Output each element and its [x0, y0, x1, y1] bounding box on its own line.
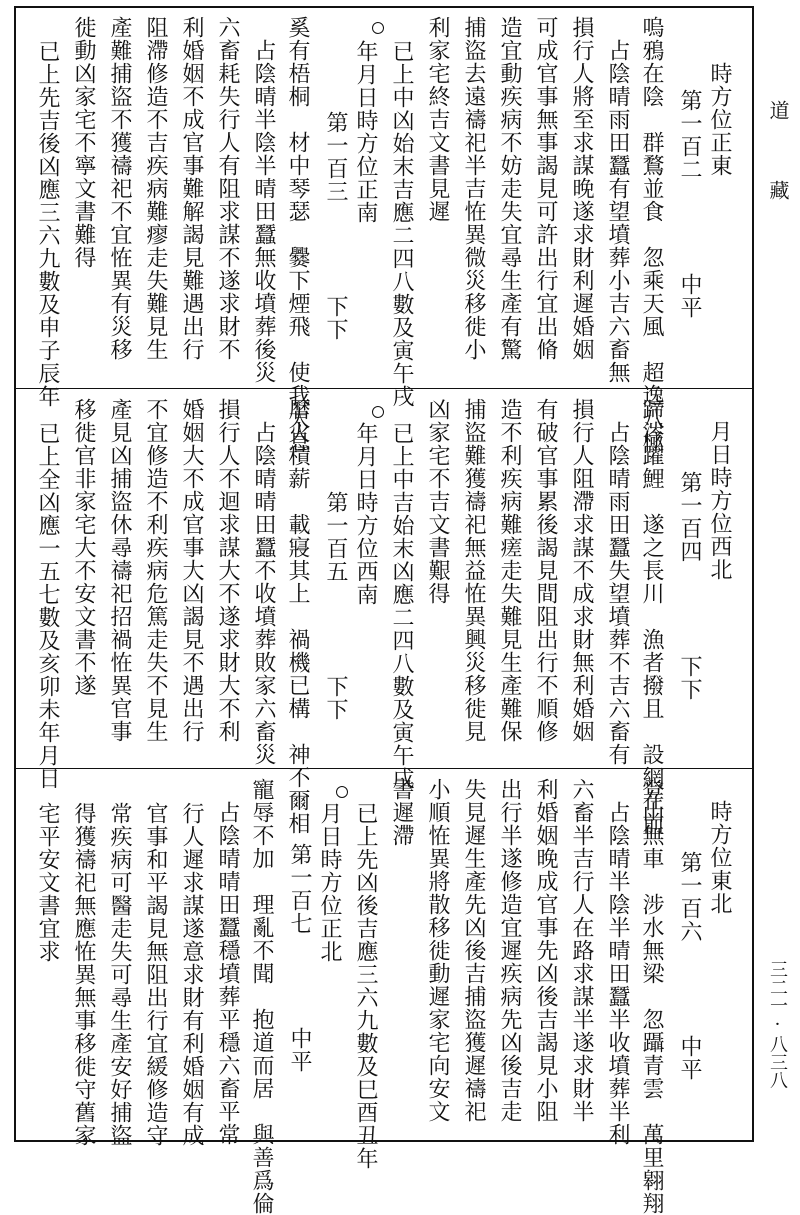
text-column: 占陰晴晴田蠶穩墳葬平穩六畜平常: [215, 778, 240, 1146]
text-column: 書遲滯: [389, 778, 414, 847]
text-column: 月日時方位正北: [317, 802, 342, 963]
text-column: 占陰晴半陰半晴田蠶無收墳葬後災: [251, 16, 276, 384]
text-column: 損行人不迴求謀大不遂求財大不利: [215, 398, 240, 743]
text-column: 占陰晴雨田蠶失望墳葬不吉六畜有: [605, 398, 630, 766]
section-3: [16, 770, 752, 1215]
text-column: 得獲禱祀無應恠異無事移徙守舊家: [71, 802, 96, 1147]
text-column: 徙動凶家宅不寧文書難得: [71, 16, 96, 269]
margin-title: 藏: [766, 180, 790, 200]
text-column: 已上中凶始末吉應二四八數及寅午戌: [389, 40, 414, 408]
section-marker-circle: [372, 22, 384, 34]
text-column: 行人遲求謀遂意求財有利婚姻有成: [179, 802, 204, 1147]
section-divider: [16, 768, 752, 769]
text-column: 損行人將至求謀晚遂求財利遲婚姻: [569, 16, 594, 361]
text-column: 月日時方位西北: [707, 420, 732, 581]
text-column: 六畜耗失行人有阻求謀不遂求財不: [215, 16, 240, 361]
text-column: 第一百三 下下: [323, 88, 348, 341]
text-column: 時方位正東: [707, 62, 732, 177]
text-column: 移徙官非家宅大不安文書不遂: [71, 398, 96, 697]
text-column: 常疾病可醫走失可尋生產安好捕盜: [107, 802, 132, 1147]
text-column: 蹄涔躍鯉 遂之長川 漁者撥且 設網在前: [639, 398, 664, 835]
text-column: 失見遲生產先凶後吉捕盜獲遲禱祀: [461, 778, 486, 1123]
text-column: 登山無車 涉水無梁 忽躡青雲 萬里翱翔: [639, 778, 664, 1215]
section-marker-circle: [336, 786, 348, 798]
text-column: 損行人阻滯求謀不成求財無利婚姻: [569, 398, 594, 743]
text-column: 已上先凶後吉應三六九數及巳酉丑年: [353, 802, 378, 1170]
text-column: 第一百二 中平: [677, 66, 702, 319]
text-column: 產見凶捕盜休尋禱祀招禍恠異官事: [107, 398, 132, 743]
text-column: 已上先吉後凶應三六九數及申子辰年: [35, 40, 60, 408]
text-column: 寵辱不加 理亂不聞 抱道而居 與善爲倫: [249, 778, 274, 1215]
text-column: 不宜修造不利疾病危篤走失不見生: [143, 398, 168, 743]
text-column: 占陰晴雨田蠶有望墳葬小吉六畜無: [605, 16, 630, 384]
section-divider: [16, 388, 752, 389]
text-column: 凶家宅不吉文書艱得: [425, 398, 450, 605]
text-column: 時方位東北: [707, 800, 732, 915]
section-marker-circle: [372, 406, 384, 418]
text-column: 阻滯修造不吉疾病難瘳走失難見生: [143, 16, 168, 361]
text-column: 小順恠異將散移徙動遲家宅向安文: [425, 778, 450, 1123]
text-column: 利家宅終吉文書見遲: [425, 16, 450, 223]
text-column: 第一百七 中平: [287, 820, 312, 1073]
section-1: [16, 8, 752, 453]
text-column: 已上全凶應一五七數及亥卯未年月日: [35, 422, 60, 790]
text-column: 造宜動疾病不妨走失宜尋生產有驚: [497, 16, 522, 361]
text-column: 年月日時方位正南: [353, 40, 378, 224]
text-column: 利婚姻不成官事難解謁見難遇出行: [179, 16, 204, 361]
text-column: 捕盜難獲禱祀無益恠異興災移徙見: [461, 398, 486, 743]
page-number: 三二一·八三八: [767, 960, 788, 1089]
text-column: 捕盜去遠禱祀半吉恠異微災移徙小: [461, 16, 486, 361]
text-column: 產難捕盜不獲禱祀不宜恠異有災移: [107, 16, 132, 361]
text-column: 六畜半吉行人在路求謀半遂求財半: [569, 778, 594, 1123]
text-column: 曆火積薪 載寢其上 禍機已構 神不爾相: [285, 398, 310, 835]
text-column: 利婚姻晚成官事先凶後吉謁見小阻: [533, 778, 558, 1123]
text-column: 官事和平謁見無阻出行宜緩修造守: [143, 802, 168, 1147]
text-column: 可成官事無事謁見可許出行宜出脩: [533, 16, 558, 361]
text-column: 已上中吉始末凶應二四八數及寅午戌: [389, 422, 414, 790]
text-column: 宅平安文書宜求: [35, 802, 60, 963]
text-column: 造不利疾病難瘥走失難見生產難保: [497, 398, 522, 743]
text-column: 第一百四 下下: [677, 448, 702, 701]
text-column: 奚有梧桐 材中琴瑟 爨下煙飛 使我太息: [285, 16, 310, 453]
text-column: 第一百六 中平: [677, 828, 702, 1081]
page-frame: [14, 6, 754, 1215]
text-column: 第一百五 下下: [323, 468, 348, 721]
text-column: 婚姻大不成官事大凶謁見不遇出行: [179, 398, 204, 743]
text-column: 占陰晴晴田蠶不收墳葬敗家六畜災: [251, 398, 276, 766]
margin-title: 道: [766, 100, 790, 120]
text-column: 占陰晴半陰半晴田蠶半收墳葬半利: [605, 778, 630, 1146]
text-column: 年月日時方位西南: [353, 422, 378, 606]
text-column: 有破官事累後謁見間阻出行不順修: [533, 398, 558, 743]
text-column: 出行半遂修造宜遲疾病先凶後吉走: [497, 778, 522, 1123]
text-column: 嗚鴉在陰 群鶩並食 忽乘天風 超逸八極: [639, 16, 664, 453]
